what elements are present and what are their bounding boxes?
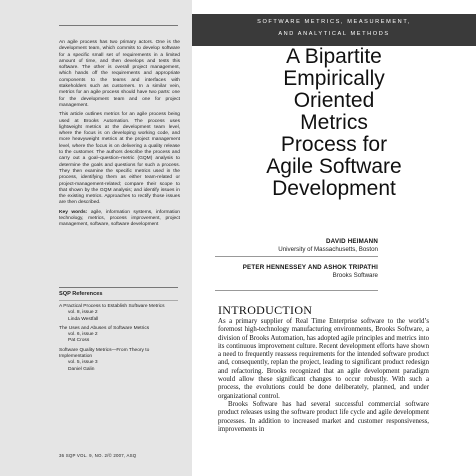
reference-item <box>59 304 180 323</box>
reference-author: Daniel Galin <box>68 366 95 372</box>
article-title <box>192 46 476 200</box>
title-line: Metrics <box>300 111 368 134</box>
intro-body <box>218 318 429 434</box>
reference-issue: vol. 5, issue 3 <box>68 360 98 366</box>
author-name: PETER HENNESSEY AND ASHOK TRIPATHI <box>242 264 378 271</box>
references-title: SQP References <box>59 291 103 297</box>
references-list <box>59 304 180 376</box>
department-banner <box>192 14 476 46</box>
page-folio: 36 SQP VOL. 9, NO. 2/© 2007, ASQ <box>59 453 137 458</box>
byline-2 <box>200 264 378 279</box>
author-name: DAVID HEIMANN <box>326 238 378 245</box>
body-paragraph: As a primary supplier of Real Time Enterprise software to the world’s foremost high-technology manufacturing environments, Brooks Software, a division of Brooks Automation, has adopted agile principles and metrics into its continuous improvement culture. Recent development efforts have shown a need to frequently reassess requirements for the intended software product and, consequently, replan the project, leading to significant product redesign and refactoring. Brooks recognized that an agile development paradigm would allow these significant changes to occur robustly. With such a process, the evolutions could be done deliberately, planned, and under organizational control. <box>218 318 429 400</box>
reference-title: The Uses and Abuses of Software Metrics <box>59 325 150 331</box>
body-paragraph: Brooks Software has had several successful commercial software product releases using the software product life cycle and agile development processes. In addition to increased market and customer responsiveness, improvements in <box>218 400 429 433</box>
author-affiliation: Brooks Software <box>332 272 378 279</box>
title-line: Empirically <box>283 67 385 90</box>
keywords-text: agile, information systems, information technology, metrics, process improvement, project management, software, software development <box>59 209 180 228</box>
sidebar-top-rule <box>59 25 178 26</box>
reference-author: Linda Westfall <box>68 316 99 322</box>
byline-bottom-rule <box>215 290 378 291</box>
abstract-paragraph-1: An agile process has two primary actors. One is the development team, which commits to develop software for a specific small set of requirements in a limited amount of time, and then develops and tests this software. The other is overall project management, which hands off the requirements and appropriate components to the teams and interfaces with stakeholders such as customers. In a similar vein, metrics for an agile process should have two parts: one for the development team and one for project management. <box>59 40 180 108</box>
references-top-rule <box>59 287 178 288</box>
title-line: Agile Software <box>266 155 402 178</box>
keywords-label: Key words: <box>59 209 88 215</box>
byline-divider <box>215 256 378 257</box>
keywords <box>59 210 180 229</box>
reference-author: Pat Cross <box>68 338 90 344</box>
department-line-2: AND ANALYTICAL METHODS <box>278 31 390 37</box>
section-heading: INTRODUCTION <box>218 303 313 317</box>
title-line: Development <box>272 177 396 200</box>
reference-title: A Practical Process to Establish Software Metrics <box>59 304 165 309</box>
reference-item <box>59 348 180 373</box>
reference-title: Software Quality Metrics—From Theory to Implementation <box>59 347 150 360</box>
abstract <box>59 40 180 232</box>
reference-issue: vol. 6, issue 2 <box>68 332 98 338</box>
byline-1 <box>200 238 378 253</box>
department-line-1: SOFTWARE METRICS, MEASUREMENT, <box>257 19 411 25</box>
title-line: A Bipartite <box>286 45 382 68</box>
references-rule <box>59 300 178 301</box>
title-line: Process for <box>280 133 388 156</box>
title-line: Oriented <box>293 89 375 112</box>
sidebar <box>0 0 192 476</box>
abstract-paragraph-2: This article outlines metrics for an agile process being used at Brooks Automation. The process uses lightweight metrics at the development team level, where the focus is on developing working code, and more heavyweight metrics at the project management level, where the focus is on delivering a quality release to the customer. The authors describe the process and carry out a goal–question–metric (GQM) analysis to determine the goals and questions for such a process. They then examine the specific metrics used in the process, identifying them as either team-related or project-management-related; compare their scope to that shown by the GQM analysis; and identify issues in the existing metrics. Approaches to rectify those issues are then described. <box>59 112 180 206</box>
author-affiliation: University of Massachusetts, Boston <box>278 246 378 253</box>
reference-item <box>59 326 180 345</box>
reference-issue: vol. 8, issue 2 <box>68 310 98 316</box>
